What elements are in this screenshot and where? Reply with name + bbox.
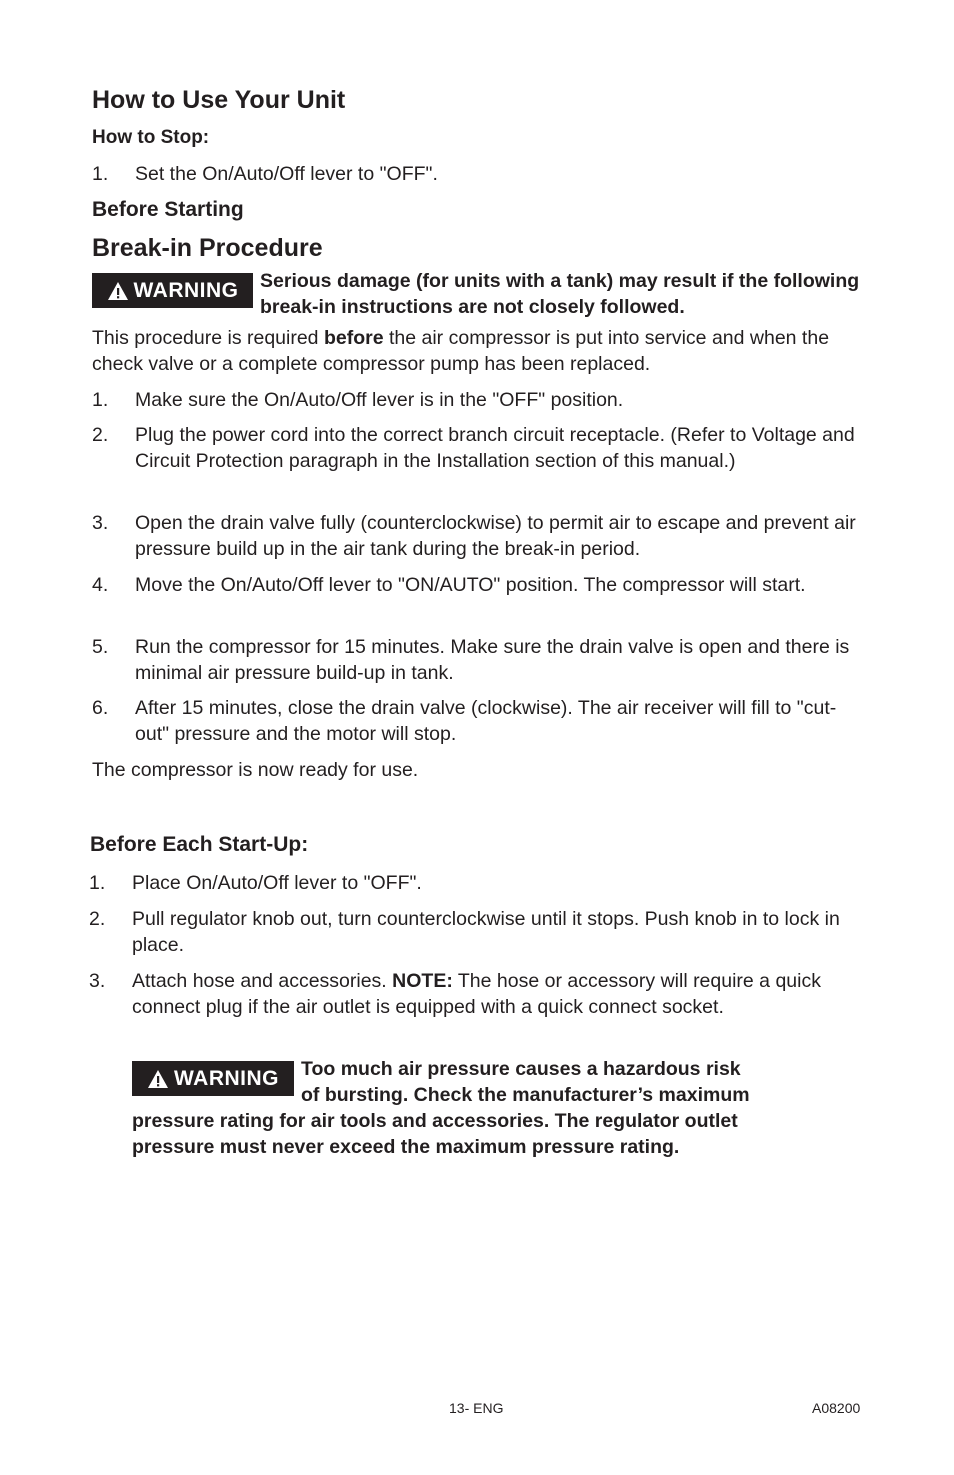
warning-text-line: pressure must never exceed the maximum pressure rating. xyxy=(132,1136,680,1158)
list-item-text: Run the compressor for 15 minutes. Make sure the drain valve is open and there is minimal air pressure build-up in tank. xyxy=(135,636,850,684)
break-in-closing: The compressor is now ready for use. xyxy=(92,759,419,781)
warning-text: Serious damage (for units with a tank) may result if the following break-in instructions are not closely followed. xyxy=(260,270,860,318)
alert-triangle-icon xyxy=(107,281,129,301)
list-item-number: 1. xyxy=(92,163,109,185)
list-item-text: Open the drain valve fully (counterclockwise) to permit air to escape and prevent air pressure build up in the air tank during the break-in period. xyxy=(135,512,856,560)
intro-text-end: the air compressor is put into service and when the check valve or a complete compressor pump has been replaced. xyxy=(92,327,830,375)
before-starting-heading: Before Starting xyxy=(92,198,244,221)
list-item-number: 1. xyxy=(89,872,106,894)
warning-label: WARNING xyxy=(174,1066,279,1090)
list-item-number: 2. xyxy=(92,424,109,446)
how-to-stop-heading: How to Stop: xyxy=(92,127,210,148)
warning-text-line: pressure rating for air tools and accessories. The regulator outlet xyxy=(132,1110,738,1132)
list-item-number: 1. xyxy=(92,389,109,411)
warning-text-line: Too much air pressure causes a hazardous risk xyxy=(301,1058,741,1080)
list-item-text: Place On/Auto/Off lever to "OFF". xyxy=(132,872,422,894)
document-code: A08200 xyxy=(812,1400,861,1416)
alert-triangle-icon xyxy=(147,1069,169,1089)
list-item-number: 4. xyxy=(92,574,109,596)
list-item-text: Pull regulator knob out, turn counterclockwise until it stops. Push knob in to lock in place. xyxy=(132,908,840,956)
page-number: 13- ENG xyxy=(449,1400,504,1416)
item-text-end: The hose or accessory will require a quick connect plug if the air outlet is equipped with a quick connect socket. xyxy=(132,970,821,1018)
list-item-text: Set the On/Auto/Off lever to "OFF". xyxy=(135,163,438,185)
list-item-number: 2. xyxy=(89,908,106,930)
item-text-start: Attach hose and accessories. xyxy=(132,970,393,992)
list-item-text: Move the On/Auto/Off lever to "ON/AUTO" position. The compressor will start. xyxy=(135,574,806,596)
warning-badge xyxy=(92,273,253,308)
break-in-heading: Break-in Procedure xyxy=(92,234,323,262)
break-in-intro xyxy=(92,325,862,377)
warning-text-line: of bursting. Check the manufacturer’s maximum xyxy=(301,1084,750,1106)
list-item-number: 6. xyxy=(92,697,109,719)
warning-badge xyxy=(132,1061,294,1096)
before-each-startup-heading: Before Each Start-Up: xyxy=(90,833,309,856)
list-item-text: After 15 minutes, close the drain valve (clockwise). The air receiver will fill to "cut-out" pressure and the motor will stop. xyxy=(135,697,837,745)
list-item-text xyxy=(132,968,854,1020)
list-item-text: Plug the power cord into the correct branch circuit receptacle. (Refer to Voltage and Circuit Protection paragraph in the Installation section of this manual.) xyxy=(135,424,855,472)
list-item-number: 5. xyxy=(92,636,109,658)
intro-text-start: This procedure is required xyxy=(92,327,324,349)
list-item-number: 3. xyxy=(89,970,106,992)
page-title: How to Use Your Unit xyxy=(92,86,346,114)
intro-emphasis: before xyxy=(323,327,384,349)
warning-label: WARNING xyxy=(133,278,239,302)
list-item-text: Make sure the On/Auto/Off lever is in the "OFF" position. xyxy=(135,389,624,411)
note-label: NOTE: xyxy=(392,970,453,992)
list-item-number: 3. xyxy=(92,512,109,534)
